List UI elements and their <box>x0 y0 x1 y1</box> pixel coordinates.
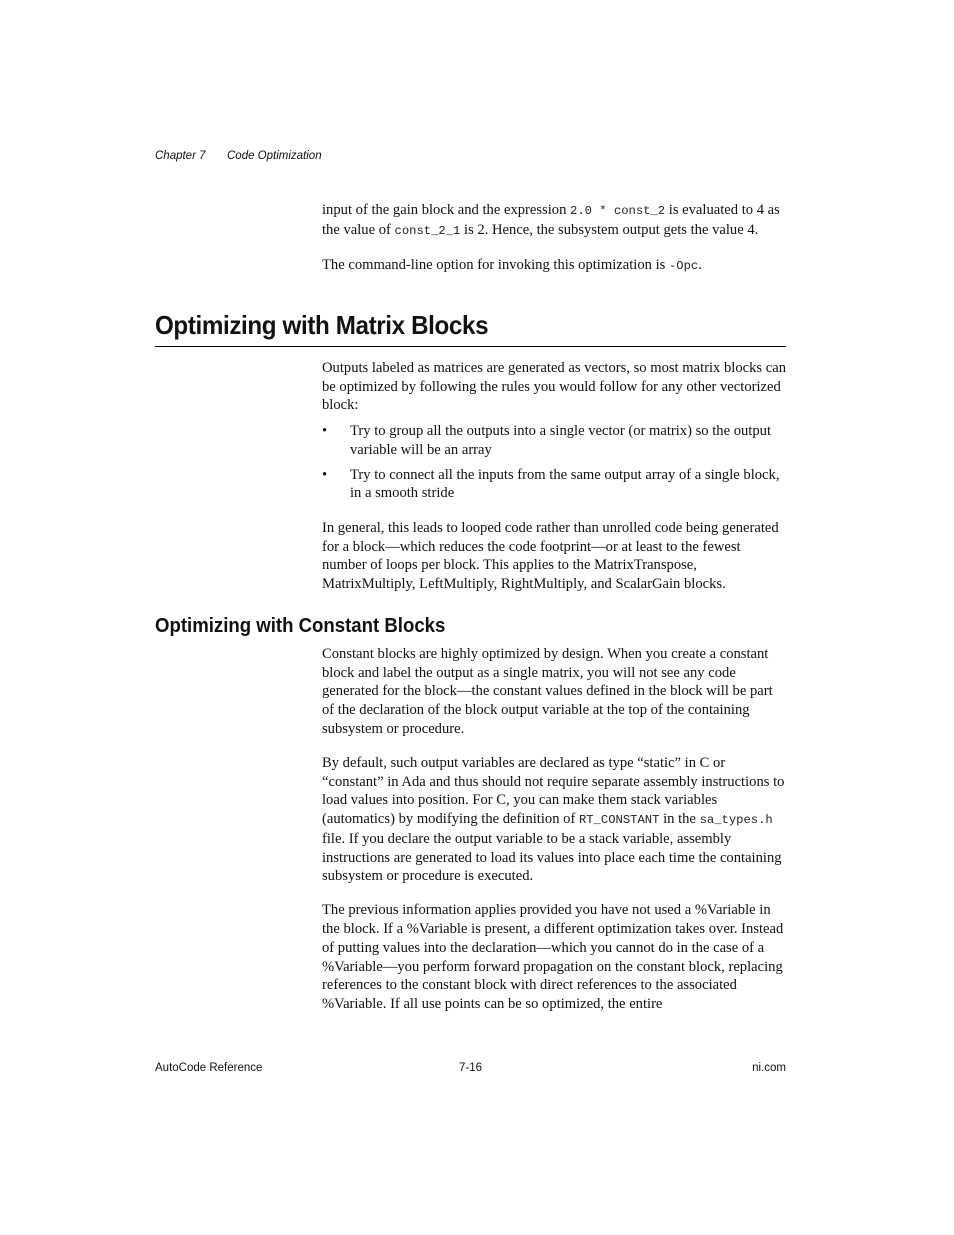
text-run: By default, such output variables are declared as type “static” in C or “constant” in Ada and thus should not require separate assembly instructions to load values into position. For C, you can make them stack variables (automatics) by modifying the definition of <box>322 755 785 828</box>
text-run: is evaluated to 4 as the value of <box>322 202 780 238</box>
code-filename: sa_types.h <box>699 813 773 828</box>
matrix-paragraph-2: In general, this leads to looped code rather than unrolled code being generated for a block—which reduces the code footprint—or at least to the fewest number of loops per block. This applies to the MatrixTranspose, MatrixMultiply, LeftMultiply, RightMultiply, and ScalarGain blocks. <box>322 519 779 593</box>
code-macro: RT_CONSTANT <box>578 813 660 828</box>
chapter-label: Chapter 7 <box>155 150 206 162</box>
list-item-text: Try to group all the outputs into a single vector (or matrix) so the output variable will be an array <box>350 423 772 458</box>
matrix-paragraph-1: Outputs labeled as matrices are generated as vectors, so most matrix blocks can be optimized by following the rules you would follow for any other vectorized block: <box>322 360 787 414</box>
text-run: file. If you declare the output variable to be a stack variable, assembly instructions are generated to load its values into place each time the containing subsystem or procedure is executed. <box>322 830 782 885</box>
text-run: is 2. Hence, the subsystem output gets the value 4. <box>460 221 759 238</box>
text-run: . <box>698 256 702 273</box>
code-option: -Opc <box>668 258 699 273</box>
heading-rule <box>155 346 786 347</box>
section-heading-constant: Optimizing with Constant Blocks <box>155 615 446 637</box>
text-run: in the <box>659 811 700 828</box>
text-run: The command-line option for invoking this optimization is <box>322 256 669 273</box>
constant-paragraph-2 <box>322 754 786 886</box>
section-title: Code Optimization <box>227 150 322 162</box>
bullet-list <box>322 422 786 503</box>
list-item <box>322 466 786 503</box>
section-heading-matrix: Optimizing with Matrix Blocks <box>155 310 489 340</box>
code-expression: 2.0 * const_2 <box>570 204 666 218</box>
constant-text-block <box>322 645 786 1014</box>
bullet-icon: • <box>322 423 328 440</box>
list-item <box>322 422 786 459</box>
constant-paragraph-1: Constant blocks are highly optimized by design. When you create a constant block and label the output as a single matrix, you will not see any code generated for the block—the constant values defined in the block will be part of the declaration of the block output variable at the top of the containing subsystem or procedure. <box>322 646 773 737</box>
intro-paragraph-2 <box>322 256 786 276</box>
intro-paragraph-1 <box>322 201 786 240</box>
running-header <box>155 150 322 162</box>
matrix-text-block <box>322 359 786 594</box>
footer-page-number: 7-16 <box>459 1062 483 1074</box>
footer-book-title: AutoCode Reference <box>155 1062 263 1074</box>
intro-text-block <box>322 201 786 276</box>
footer-website: ni.com <box>752 1062 786 1074</box>
bullet-icon: • <box>322 466 328 483</box>
list-item-text: Try to connect all the inputs from the same output array of a single block, in a smooth stride <box>350 466 780 502</box>
constant-paragraph-3: The previous information applies provided you have not used a %Variable in the block. If a %Variable is present, a different optimization takes over. Instead of putting values into the declaration—which you cannot do in the case of a %Variable—you perform forward propagation on the constant block, replacing references to the constant block with direct references to the associated %Variable. If all use points can be so optimized, the entire <box>322 902 784 1012</box>
code-variable: const_2_1 <box>394 223 461 238</box>
text-run: input of the gain block and the expression <box>322 202 571 218</box>
